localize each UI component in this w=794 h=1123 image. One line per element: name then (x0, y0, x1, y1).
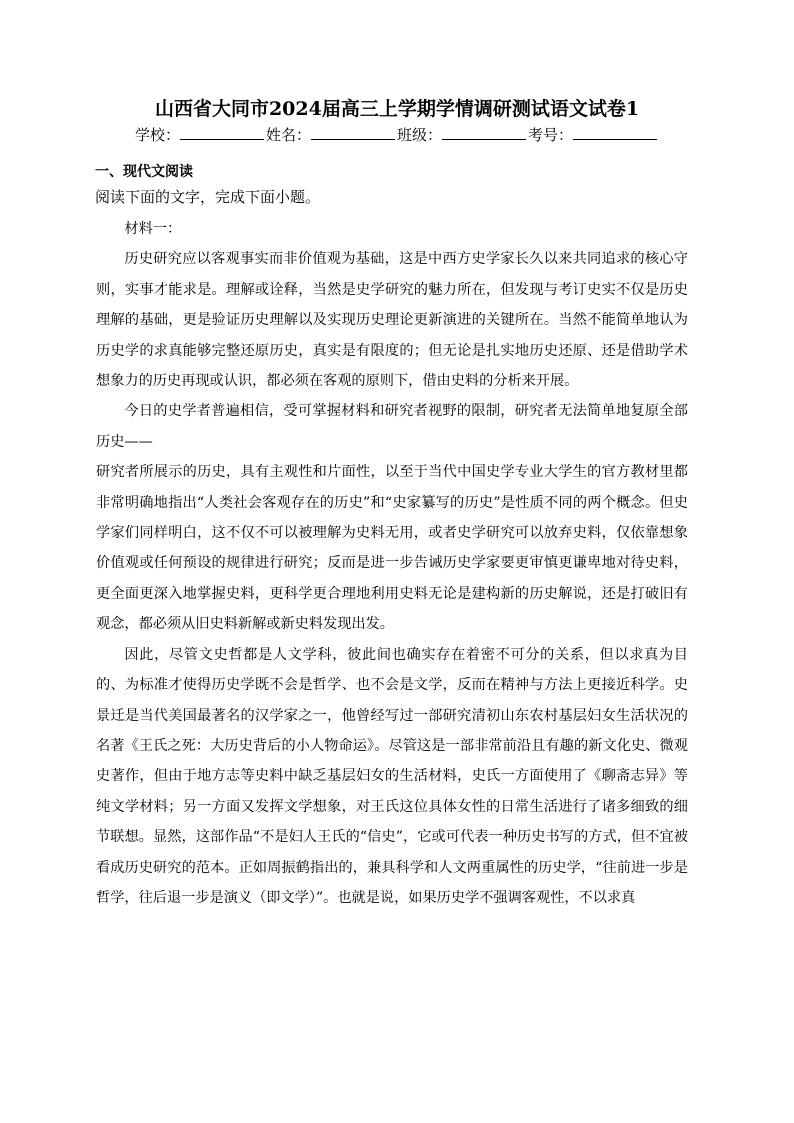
exam-number-blank[interactable] (573, 125, 657, 140)
passage-paragraph-1: 历史研究应以客观事实而非价值观为基础，这是中西方史学家长久以来共同追求的核心守则，实事才能求是。理解或诠释，当然是史学研究的魅力所在，但发现与考订史实不仅是历史理解的基础，更是验证历史理解以及实现历史理论更新演进的关键所在。当然不能简单地认为历史学的求真能够完整还原历史，真实是有限度的；但无论是扎实地历史还原、还是借助学术想象力的历史再现或认识，都必须在客观的原则下，借由史料的分析来开展。 (96, 251, 688, 390)
school-blank[interactable] (180, 125, 264, 140)
document-title: 山西省大同市2024届高三上学期学情调研测试语文试卷1 (154, 98, 640, 120)
passage-paragraph-2: 今日的史学者普遍相信，受可掌握材料和研究者视野的限制，研究者无法简单地复原全部历史—— (96, 403, 688, 450)
passage-body (96, 214, 688, 913)
reading-instruction: 阅读下面的文字，完成下面小题。 (95, 188, 321, 206)
passage-paragraph-3: 研究者所展示的历史，具有主观性和片面性，以至于当代中国史学专业大学生的官方教材里都非常明确地指出“人类社会客观存在的历史”和“史家纂写的历史”是性质不同的两个概念。但史学家们同样明白，这不仅不可以被理解为史料无用，或者史学研究可以放弃史料，仅依靠想象价值观或任何预设的规律进行研究；反而是进一步告诫历史学家要更审慎更谦卑地对待史料，更全面更深入地掌握史料，更科学更合理地利用史料无论是建构新的历史解说，还是打破旧有观念，都必须从旧史料新解或新史料发现出发。 (96, 464, 688, 633)
name-label: 姓名： (265, 126, 311, 144)
name-blank[interactable] (311, 125, 395, 140)
school-label: 学校： (134, 126, 180, 144)
class-label: 班级： (397, 126, 443, 144)
class-blank[interactable] (442, 125, 526, 140)
passage-paragraph-4: 因此，尽管文史哲都是人文学科，彼此间也确实存在着密不可分的关系，但以求真为目的、为标准才使得历史学既不会是哲学、也不会是文学，反而在精神与方法上更接近科学。史景迁是当代美国最著名的汉学家之一，他曾经写过一部研究清初山东农村基层妇女生活状况的名著《王氏之死：大历史背后的小人物命运》。尽管这是一部非常前沿且有趣的新文化史、微观史著作，但由于地方志等史料中缺乏基层妇女的生活材料，史氏一方面使用了《聊斋志异》等纯文学材料；另一方面又发挥文学想象，对王氏这位具体女性的日常生活进行了诸多细致的细节联想。显然，这部作品“不是妇人王氏的“信史”，它或可代表一种历史书写的方式，但不宜被看成历史研究的范本。正如周振鹤指出的，兼具科学和人文两重属性的历史学，“往前进一步是哲学，往后退一步是演义（即文学）”。也就是说，如果历史学不强调客观性，不以求真 (96, 646, 688, 906)
material-label: 材料一： (124, 221, 182, 237)
section-heading: 一、现代文阅读 (95, 164, 193, 180)
exam-number-label: 考号： (528, 126, 574, 144)
student-info-line (0, 124, 794, 146)
